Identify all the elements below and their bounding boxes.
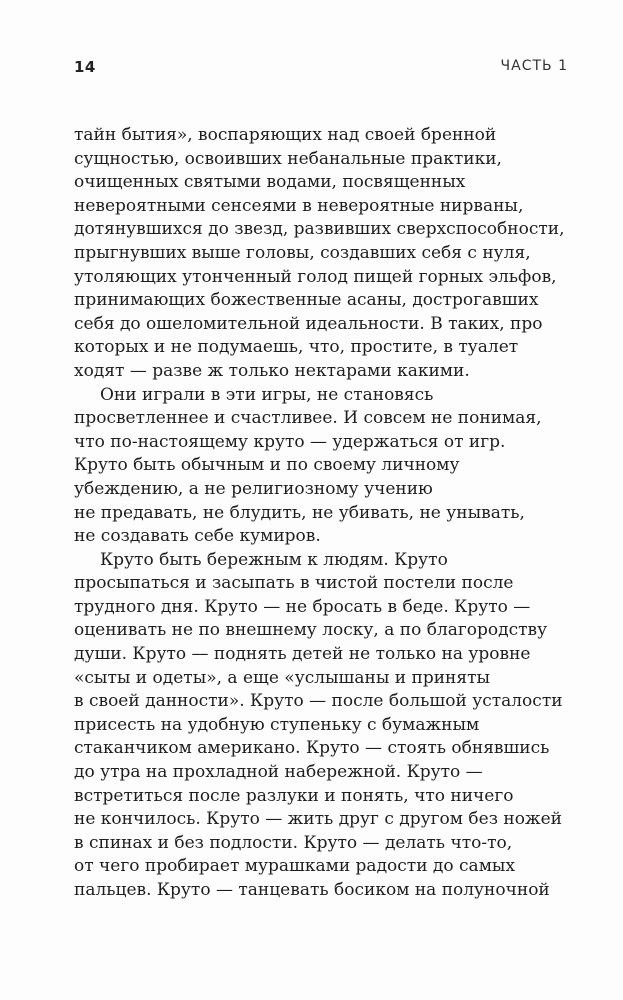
text-line: Круто быть обычным и по своему личному — [74, 455, 460, 476]
text-line: Они играли в эти игры, не становясь — [100, 384, 434, 405]
text-line: не создавать себе кумиров. — [74, 526, 321, 547]
text-line: сущностью, освоивших небанальные практики, — [74, 148, 502, 169]
body-text — [74, 124, 566, 903]
text-line: не кончилось. Круто — жить друг с другом без ножей — [74, 809, 562, 830]
paragraph — [74, 384, 566, 549]
text-line: убеждению, а не религиозному учению — [74, 478, 433, 499]
paragraph — [74, 124, 566, 384]
text-line: присесть на удобную ступеньку с бумажным — [74, 714, 480, 735]
text-line: в спинах и без подлости. Круто — делать что-то, — [74, 832, 513, 853]
text-line: в своей данности». Круто — после большой усталости — [74, 691, 563, 712]
text-line: трудного дня. Круто — не бросать в беде. Круто — — [74, 596, 531, 617]
text-line: от чего пробирает мурашками радости до самых — [74, 856, 516, 877]
text-line: души. Круто — поднять детей не только на уровне — [74, 644, 531, 665]
paragraph — [74, 549, 566, 903]
text-line: встретиться после разлуки и понять, что ничего — [74, 785, 514, 806]
text-line: до утра на прохладной набережной. Круто — — [74, 762, 483, 783]
text-line: невероятными сенсеями в невероятные нирваны, — [74, 195, 524, 216]
text-line: очищенных святыми водами, посвященных — [74, 172, 466, 193]
text-line: которых и не подумаешь, что, простите, в туалет — [74, 337, 519, 358]
running-head: ЧАСТЬ 1 — [500, 58, 568, 74]
text-line: просветленнее и счастливее. И совсем не понимая, — [74, 408, 542, 429]
text-line: утоляющих утонченный голод пищей горных эльфов, — [74, 266, 557, 287]
text-line: Круто быть бережным к людям. Круто — [100, 549, 448, 570]
text-line: не предавать, не блудить, не убивать, не унывать, — [74, 502, 525, 523]
text-line: «сыты и одеты», а еще «услышаны и приняты — [74, 667, 491, 688]
text-line: стаканчиком американо. Круто — стоять обнявшись — [74, 738, 550, 759]
text-line: ходят — разве ж только нектарами какими. — [74, 360, 470, 381]
text-line: прыгнувших выше головы, создавших себя с нуля, — [74, 242, 531, 263]
text-line: пальцев. Круто — танцевать босиком на полуночной — [74, 880, 550, 900]
page-header — [74, 58, 568, 82]
text-line: тайн бытия», воспаряющих над своей бренной — [74, 125, 497, 145]
text-line: что по-настоящему круто — удержаться от игр. — [74, 431, 506, 452]
text-line: дотянувшихся до звезд, развивших сверхспособности, — [74, 219, 565, 240]
text-line: просыпаться и засыпать в чистой постели после — [74, 573, 514, 594]
text-line: принимающих божественные асаны, дострогавших — [74, 290, 539, 311]
page-number: 14 — [74, 58, 96, 76]
text-line: себя до ошеломительной идеальности. В таких, про — [74, 313, 543, 334]
text-line: оценивать не по внешнему лоску, а по благородству — [74, 620, 548, 641]
